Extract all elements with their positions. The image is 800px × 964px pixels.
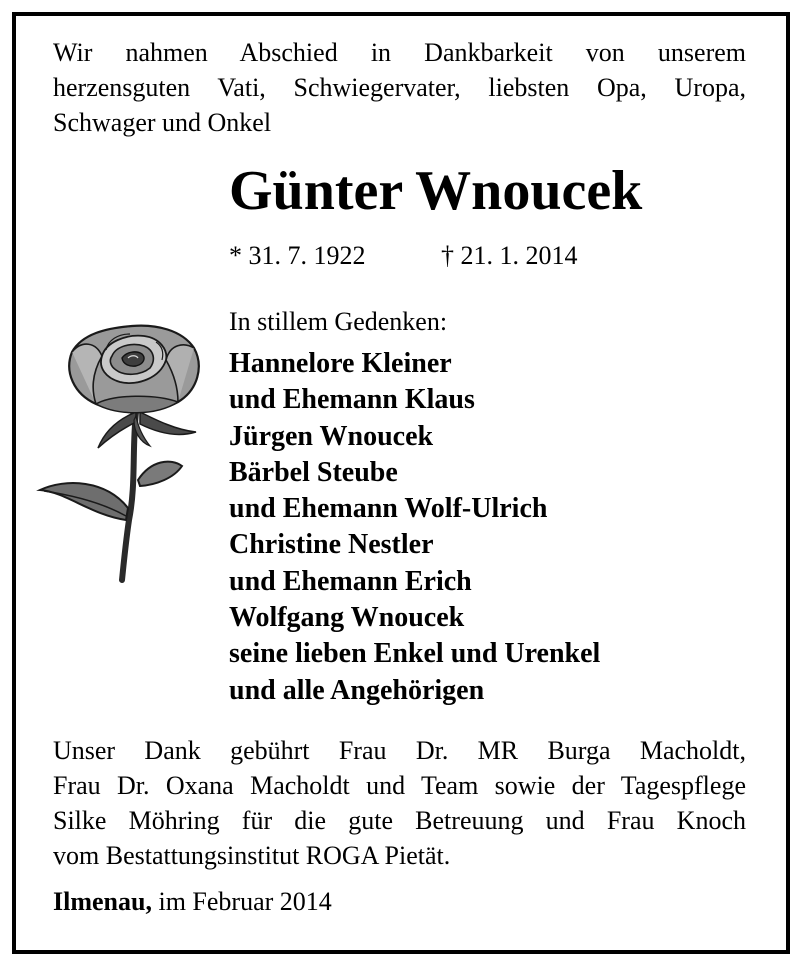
place: Ilmenau, (53, 887, 152, 916)
mourner: Wolfgang Wnoucek (229, 602, 465, 634)
intro-text (53, 35, 746, 140)
mourner: und Ehemann Wolf-Ulrich (229, 493, 548, 525)
intro-line: Wir nahmen Abschied in Dankbarkeit von unserem (53, 38, 746, 67)
rose-icon (36, 320, 212, 584)
memory-heading: In stillem Gedenken: (229, 307, 448, 336)
mourners-list (229, 346, 600, 709)
mourner: und alle Angehörigen (229, 674, 485, 706)
thanks-line: vom Bestattungsinstitut ROGA Pietät. (53, 841, 451, 870)
thanks-line: Unser Dank gebührt Frau Dr. MR Burga Macholdt, (53, 736, 746, 765)
mourner: und Ehemann Erich (229, 565, 472, 597)
intro-line: Schwager und Onkel (53, 108, 272, 137)
mourner: Hannelore Kleiner (229, 348, 452, 379)
mourner: Jürgen Wnoucek (229, 420, 434, 452)
rose-leaf-right (138, 462, 182, 486)
thanks-text (53, 733, 746, 873)
mourner: und Ehemann Klaus (229, 384, 475, 416)
intro-line: herzensguten Vati, Schwiegervater, liebsten Opa, Uropa, (53, 73, 746, 102)
thanks-line: Silke Möhring für die gute Betreuung und Frau Knoch (53, 806, 746, 835)
rose-stem (122, 412, 136, 580)
place-date (53, 884, 332, 920)
death-date: † 21. 1. 2014 (441, 241, 578, 270)
date-line: im Februar 2014 (158, 887, 332, 916)
deceased-name: Günter Wnoucek (229, 160, 643, 222)
mourner: Christine Nestler (229, 529, 434, 561)
mourner: seine lieben Enkel und Urenkel (229, 638, 601, 670)
mourner: Bärbel Steube (229, 456, 398, 488)
thanks-line: Frau Dr. Oxana Macholdt und Team sowie der Tagespflege (53, 771, 746, 800)
life-dates (229, 238, 578, 274)
birth-date: * 31. 7. 1922 (229, 241, 366, 270)
rose-leaf-left (40, 483, 128, 520)
